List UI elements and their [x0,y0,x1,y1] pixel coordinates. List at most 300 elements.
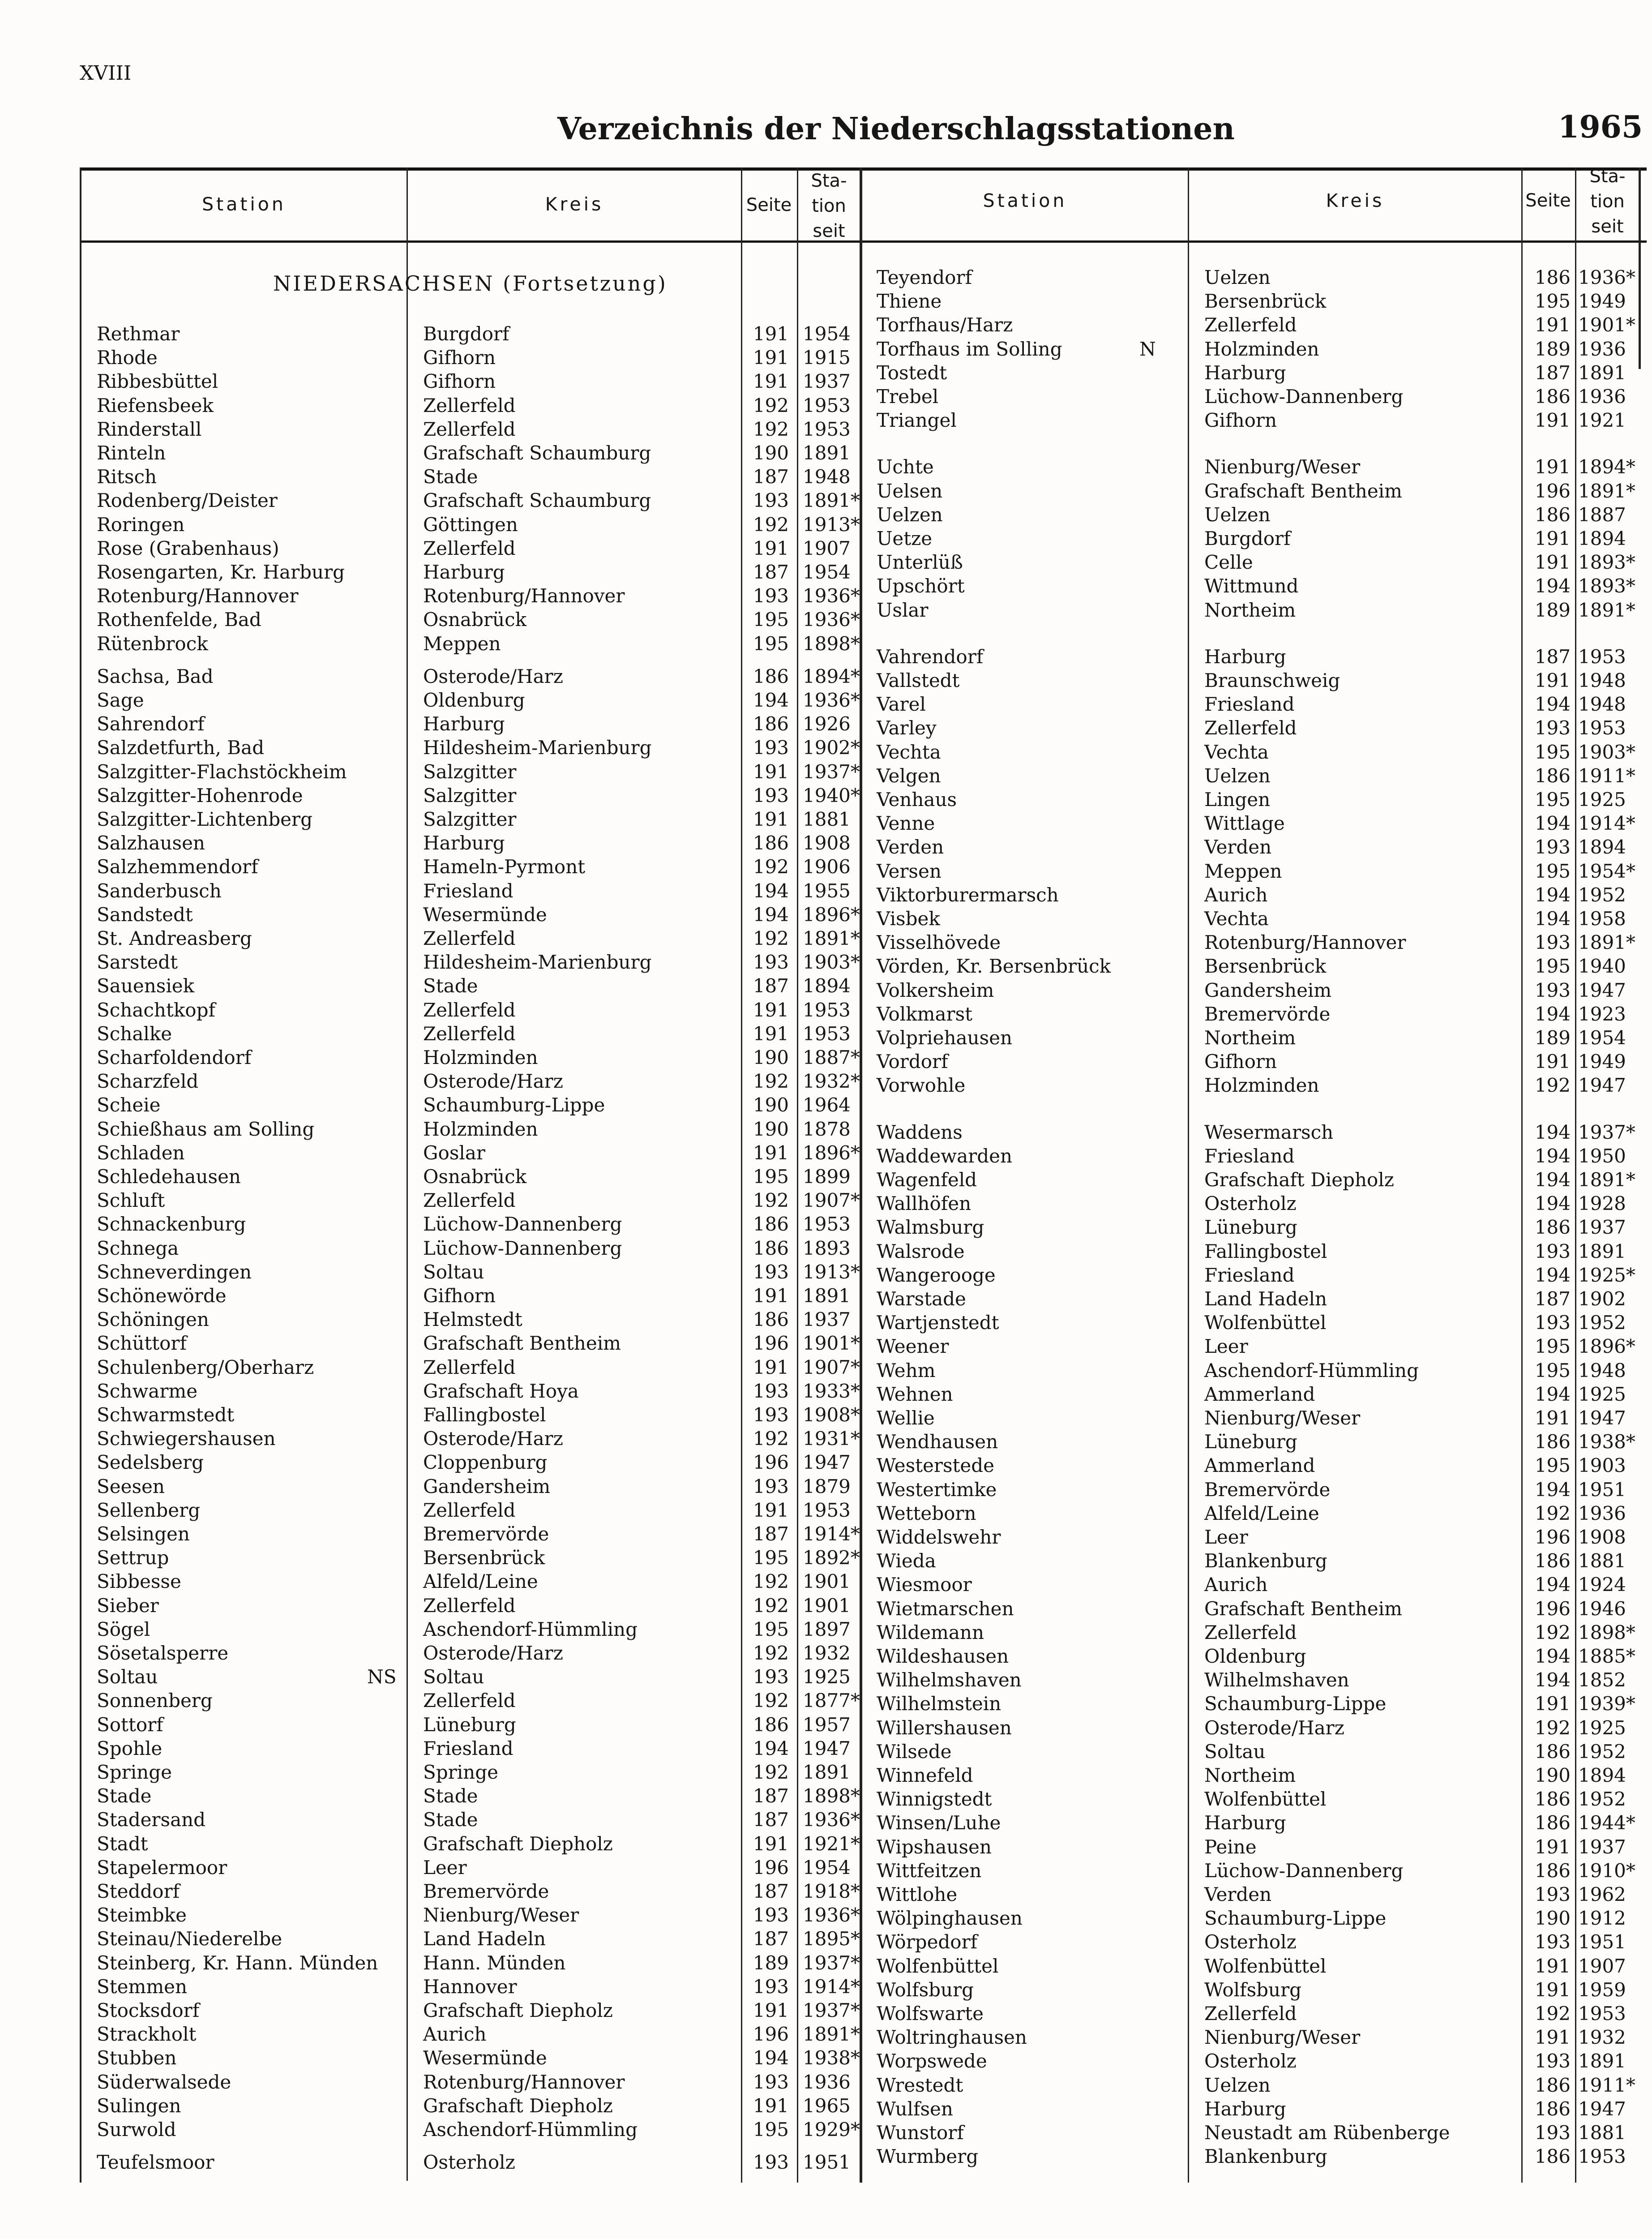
seite-number: 190 [753,442,789,464]
station-since: 1933* [803,1380,860,1402]
station-name: Willershausen [877,1716,1012,1739]
kreis-name: Salzgitter [423,760,517,783]
kreis-name: Vechta [1204,908,1269,930]
station-since: 1894* [1578,456,1635,478]
station-since: 1887 [1578,503,1626,526]
kreis-name: Grafschaft Diepholz [1204,1169,1394,1191]
station-name: Wildeshausen [877,1645,1009,1667]
station-name: Wilsede [877,1740,952,1763]
seite-number: 195 [753,1618,789,1640]
kreis-name: Leer [1204,1526,1248,1548]
section-heading: NIEDERSACHSEN (Fortsetzung) [273,271,668,296]
station-name: Rinteln [97,442,166,464]
station-since: 1953 [803,1022,851,1045]
seite-number: 194 [1534,1121,1571,1143]
kreis-name: Osterode/Harz [1204,1716,1344,1739]
station-name: Roringen [97,513,185,536]
kreis-name: Stade [423,466,478,488]
station-since: 1892* [803,1547,860,1569]
kreis-name: Oldenburg [1204,1645,1306,1667]
station-since: 1952 [1578,1788,1626,1810]
station-since: 1894 [1578,836,1626,858]
kreis-name: Harburg [1204,1812,1286,1834]
station-name: Teyendorf [877,266,972,288]
seite-number: 187 [753,1880,789,1902]
station-since: 1953 [803,999,851,1021]
kreis-name: Rotenburg/Hannover [423,585,625,607]
station-since: 1921* [803,1832,860,1855]
station-name: Wetteborn [877,1502,976,1524]
seite-number: 187 [753,466,789,488]
seite-number: 191 [753,999,789,1021]
station-since: 1907 [803,537,851,559]
station-since: 1896* [803,903,860,926]
kreis-name: Peine [1204,1836,1257,1858]
kreis-name: Wolfsburg [1204,1978,1302,2001]
kreis-name: Meppen [1204,860,1282,882]
page-number: XVIII [80,62,132,85]
station-since: 1903* [803,951,860,974]
station-since: 1898* [803,632,860,655]
station-since: 1918* [803,1880,860,1902]
seite-number: 192 [753,927,789,949]
seite-number: 194 [753,2047,789,2069]
station-since: 1947 [1578,1074,1626,1097]
seite-number: 186 [1534,2074,1571,2096]
seite-number: 194 [753,1737,789,1759]
kreis-name: Gifhorn [1204,1051,1277,1073]
station-name: Stemmen [97,1975,188,1998]
seite-number: 187 [753,1523,789,1545]
seite-number: 186 [753,665,789,687]
station-name: Westertimke [877,1478,997,1501]
station-since: 1896* [1578,1335,1635,1358]
kreis-name: Nienburg/Weser [1204,456,1361,478]
header-line: tion [812,196,846,216]
seite-number: 191 [753,1356,789,1378]
seite-number: 186 [1534,1431,1571,1453]
kreis-name: Wolfenbüttel [1204,1955,1327,1977]
seite-number: 191 [753,323,789,345]
station-name: Viktorburermarsch [877,884,1059,906]
station-name: Sanderbusch [97,879,222,902]
kreis-name: Lüchow-Dannenberg [1204,1859,1404,1882]
seite-number: 194 [1534,1264,1571,1286]
kreis-name: Zellerfeld [423,537,516,559]
seite-number: 194 [1534,1145,1571,1167]
station-name: Stade [97,1785,152,1807]
station-name: Woltringhausen [877,2026,1027,2049]
kreis-name: Verden [1204,836,1272,858]
station-name: Wellie [877,1407,935,1429]
seite-number: 187 [753,561,789,583]
station-since: 1954 [803,323,851,345]
station-since: 1932 [803,1642,851,1664]
station-name: Uetze [877,528,933,549]
station-since: 1921 [1578,409,1626,432]
kreis-name: Cloppenburg [423,1451,548,1474]
kreis-name: Nienburg/Weser [1204,1407,1361,1429]
station-since: 1899 [803,1166,851,1188]
station-since: 1894* [803,665,860,687]
station-name: Triangel [877,409,957,432]
station-name: Wörpedorf [877,1931,978,1953]
kreis-name: Zellerfeld [423,418,516,440]
kreis-name: Osterholz [423,2151,515,2174]
kreis-name: Holzminden [1204,338,1319,360]
station-since: 1913* [803,513,860,536]
station-name: Sandstedt [97,903,193,926]
station-name: Warstade [877,1288,966,1310]
seite-number: 196 [1534,1526,1571,1548]
kreis-name: Blankenburg [1204,1550,1327,1572]
seite-number: 194 [753,903,789,926]
header-line: Sta- [1589,166,1626,187]
station-name: Torfhaus im Solling [877,338,1062,360]
station-since: 1914* [1578,812,1635,835]
station-name: Stadersand [97,1809,206,1831]
station-name: Upschört [877,575,965,597]
kreis-name: Zellerfeld [423,1690,516,1712]
kreis-name: Stade [423,975,478,997]
station-since: 1953 [803,1499,851,1521]
station-name: Stubben [97,2047,177,2069]
kreis-name: Aurich [1204,1574,1268,1596]
station-name: Wolfswarte [877,2003,984,2025]
kreis-name: Hildesheim-Marienburg [423,737,652,759]
station-since: 1938* [1578,1431,1635,1453]
kreis-name: Grafschaft Schaumburg [423,489,651,512]
seite-number: 191 [1534,1407,1571,1429]
seite-number: 191 [753,1022,789,1045]
seite-number: 193 [753,585,789,607]
kreis-name: Salzgitter [423,808,517,830]
station-since: 1887* [803,1047,860,1068]
kreis-name: Land Hadeln [423,1928,546,1950]
kreis-name: Northeim [1204,1027,1296,1049]
kreis-name: Harburg [423,561,505,583]
station-since: 1928 [1578,1192,1626,1215]
page-year: 1965 [1558,109,1643,145]
station-since: 1959 [1578,1978,1626,2001]
seite-number: 192 [1534,1074,1571,1097]
seite-number: 186 [1534,386,1571,407]
station-name: Schneverdingen [97,1261,252,1283]
station-name: Sauensiek [97,975,195,997]
station-since: 1891 [1578,2050,1626,2072]
kreis-name: Wittmund [1204,575,1299,597]
station-name: Sonnenberg [97,1690,213,1712]
seite-number: 186 [753,1713,789,1736]
station-name: Strackholt [97,2023,197,2046]
kreis-name: Grafschaft Bentheim [1204,480,1402,502]
seite-number: 195 [1534,860,1571,882]
station-since: 1953 [803,418,851,440]
kreis-name: Osterholz [1204,1192,1297,1215]
kreis-name: Hildesheim-Marienburg [423,951,652,974]
station-since: 1936 [1578,1502,1626,1524]
kreis-name: Wittlage [1204,812,1285,835]
station-since: 1914* [803,1975,860,1998]
kreis-name: Fallingbostel [423,1404,546,1426]
seite-number: 190 [753,1094,789,1116]
kreis-name: Gifhorn [1204,409,1277,432]
kreis-name: Gifhorn [423,347,496,369]
seite-number: 192 [1534,1621,1571,1643]
kreis-name: Burgdorf [1204,528,1291,549]
station-name: Vallstedt [877,669,960,691]
kreis-name: Holzminden [423,1118,538,1140]
kreis-name: Uelzen [1204,764,1271,787]
station-since: 1915 [803,347,851,369]
station-since: 1953 [1578,2145,1626,2168]
seite-number: 193 [1534,836,1571,858]
kreis-name: Northeim [1204,1764,1296,1786]
station-since: 1955 [803,879,851,902]
station-name: Wendhausen [877,1431,998,1453]
station-since: 1901 [803,1594,851,1617]
seite-number: 186 [1534,2145,1571,2168]
seite-number: 193 [753,1261,789,1283]
station-name: Selsingen [97,1523,190,1545]
header-station: Station [983,190,1067,211]
station-since: 1908* [803,1404,860,1426]
seite-number: 195 [1534,290,1571,313]
station-since: 1893* [1578,551,1635,574]
station-name: Wolfsburg [877,1978,974,2001]
station-since: 1907* [803,1189,860,1212]
station-since: 1891* [1578,931,1635,954]
station-since: 1893* [1578,575,1635,597]
kreis-name: Aurich [423,2023,487,2046]
kreis-name: Northeim [1204,599,1296,621]
station-since: 1953 [1578,717,1626,739]
seite-number: 195 [753,1547,789,1569]
station-since: 1912 [1578,1907,1626,1930]
seite-number: 194 [1534,812,1571,835]
seite-number: 195 [753,609,789,631]
seite-number: 193 [753,489,789,512]
seite-number: 193 [1534,1240,1571,1262]
station-since: 1937* [1578,1121,1635,1143]
seite-number: 191 [1534,1955,1571,1977]
station-name: Wilhelmshaven [877,1669,1022,1691]
kreis-name: Osnabrück [423,1166,527,1188]
kreis-name: Grafschaft Hoya [423,1380,579,1402]
page-title: Verzeichnis der Niederschlagsstationen [557,111,1235,147]
station-name: Sahrendorf [97,713,205,735]
kreis-name: Vechta [1204,741,1269,763]
station-name: Steimbke [97,1904,187,1926]
kreis-name: Verden [1204,1883,1272,1905]
station-name: Schnackenburg [97,1213,246,1235]
station-since: 1936* [803,585,860,607]
kreis-name: Friesland [423,1737,514,1759]
kreis-name: Lüneburg [1204,1216,1297,1239]
kreis-name: Lingen [1204,789,1271,811]
station-name: Trebel [877,386,939,407]
station-since: 1936* [803,689,860,711]
kreis-name: Hameln-Pyrmont [423,856,586,878]
station-since: 1911* [1578,2074,1635,2096]
station-name: Wehm [877,1359,936,1381]
seite-number: 190 [753,1047,789,1068]
station-name: Scharfoldendorf [97,1047,252,1068]
kreis-name: Braunschweig [1204,669,1340,691]
station-name: Schöningen [97,1308,209,1331]
station-since: 1953 [1578,2003,1626,2025]
station-since: 1898* [1578,1621,1635,1643]
station-name: Uchte [877,456,934,478]
kreis-name: Celle [1204,551,1253,574]
station-name: Worpswede [877,2050,987,2072]
kreis-name: Fallingbostel [1204,1240,1327,1262]
station-name: Verden [877,836,944,858]
kreis-name: Bremervörde [423,1880,549,1902]
station-name: Vörden, Kr. Bersenbrück [877,955,1111,978]
kreis-name: Grafschaft Diepholz [423,1832,613,1855]
seite-number: 191 [753,1285,789,1307]
seite-number: 191 [753,760,789,783]
seite-number: 186 [753,1237,789,1259]
station-name: Uelsen [877,480,943,502]
seite-number: 186 [753,1213,789,1235]
seite-number: 193 [1534,979,1571,1001]
kreis-name: Zellerfeld [1204,314,1297,336]
seite-number: 186 [1534,1859,1571,1882]
station-name: Stocksdorf [97,1999,200,2021]
station-name: Salzdetfurth, Bad [97,737,265,759]
kreis-name: Land Hadeln [1204,1288,1327,1310]
station-since: 1936 [1578,386,1626,407]
seite-number: 189 [1534,599,1571,621]
station-name: Schulenberg/Oberharz [97,1356,314,1378]
kreis-name: Zellerfeld [423,927,516,949]
kreis-name: Zellerfeld [1204,1621,1297,1643]
kreis-name: Wesermünde [423,2047,547,2069]
seite-number: 194 [1534,1669,1571,1691]
station-name: Stapelermoor [97,1856,227,1879]
station-name: Volkersheim [877,979,994,1001]
station-since: 1931* [803,1428,860,1450]
seite-number: 186 [1534,1740,1571,1763]
station-name: Schachtkopf [97,999,216,1021]
seite-number: 187 [753,1785,789,1807]
station-name: Venne [877,812,935,835]
seite-number: 193 [753,2151,789,2174]
seite-number: 190 [753,1118,789,1140]
kreis-name: Friesland [1204,1264,1295,1286]
seite-number: 187 [1534,361,1571,384]
station-since: 1951 [803,2151,851,2174]
seite-number: 190 [1534,1764,1571,1786]
station-since: 1903* [1578,741,1635,763]
seite-number: 186 [1534,266,1571,288]
station-since: 1937 [803,1308,851,1331]
station-since: 1898* [803,1785,860,1807]
station-name: Schwarme [97,1380,198,1402]
station-name: Volkmarst [877,1003,973,1025]
kreis-name: Zellerfeld [423,1022,516,1045]
station-name: Stadt [97,1832,148,1855]
seite-number: 193 [1534,717,1571,739]
seite-number: 193 [1534,1312,1571,1334]
station-since: 1925 [1578,1716,1626,1739]
station-since: 1925 [1578,1383,1626,1405]
kreis-name: Wesermünde [423,903,547,926]
station-name: Settrup [97,1547,169,1569]
station-since: 1910* [1578,1859,1635,1882]
header-line: seit [1591,216,1624,237]
seite-number: 192 [753,1761,789,1783]
kreis-name: Osterholz [1204,1931,1297,1953]
seite-number: 191 [753,1832,789,1855]
kreis-name: Soltau [423,1261,484,1283]
seite-number: 192 [753,856,789,878]
kreis-name: Alfeld/Leine [1204,1502,1319,1524]
kreis-name: Aschendorf-Hümmling [423,2119,638,2140]
seite-number: 193 [753,737,789,759]
seite-number: 194 [1534,575,1571,597]
station-since: 1925* [1578,1264,1635,1286]
kreis-name: Bremervörde [1204,1478,1331,1501]
station-name: Vechta [877,741,941,763]
station-since: 1901* [803,1332,860,1355]
station-name: Walsrode [877,1240,965,1262]
seite-number: 191 [753,1999,789,2021]
station-since: 1879 [803,1475,851,1497]
kreis-name: Holzminden [423,1047,538,1068]
kreis-name: Osterode/Harz [423,1642,563,1664]
kreis-name: Schaumburg-Lippe [423,1094,605,1116]
station-since: 1944* [1578,1812,1635,1834]
kreis-name: Gandersheim [423,1475,551,1497]
station-since: 1957 [803,1713,851,1736]
seite-number: 196 [1534,480,1571,502]
kreis-name: Lüchow-Dannenberg [423,1213,622,1235]
station-since: 1936 [1578,338,1626,360]
station-name: Seesen [97,1475,165,1497]
kreis-name: Gifhorn [423,1285,496,1307]
station-name: Salzhausen [97,832,205,854]
station-name: Wallhöfen [877,1192,972,1215]
station-since: 1964 [803,1094,851,1116]
station-since: 1891 [803,442,851,464]
seite-number: 194 [1534,1003,1571,1025]
kreis-name: Neustadt am Rübenberge [1204,2122,1450,2144]
kreis-name: Bersenbrück [1204,290,1327,313]
station-since: 1902 [1578,1288,1626,1310]
kreis-name: Bersenbrück [1204,955,1327,978]
kreis-name: Holzminden [1204,1074,1319,1097]
station-since: 1914* [803,1523,860,1545]
seite-number: 192 [753,513,789,536]
seite-number: 193 [753,1380,789,1402]
station-name: Soltau [97,1666,158,1688]
station-name: Ribbesbüttel [97,370,218,393]
station-name: Sottorf [97,1713,163,1736]
station-since: 1923 [1578,1003,1626,1025]
kreis-name: Hannover [423,1975,517,1998]
station-name: Wildemann [877,1621,984,1643]
station-name: Riefensbeek [97,394,214,416]
seite-number: 193 [1534,2050,1571,2072]
station-name: Wunstorf [877,2122,964,2144]
kreis-name: Wesermarsch [1204,1121,1334,1143]
station-name: Wipshausen [877,1836,992,1858]
station-name: Scheie [97,1094,161,1116]
station-name: Teufelsmoor [97,2151,214,2174]
